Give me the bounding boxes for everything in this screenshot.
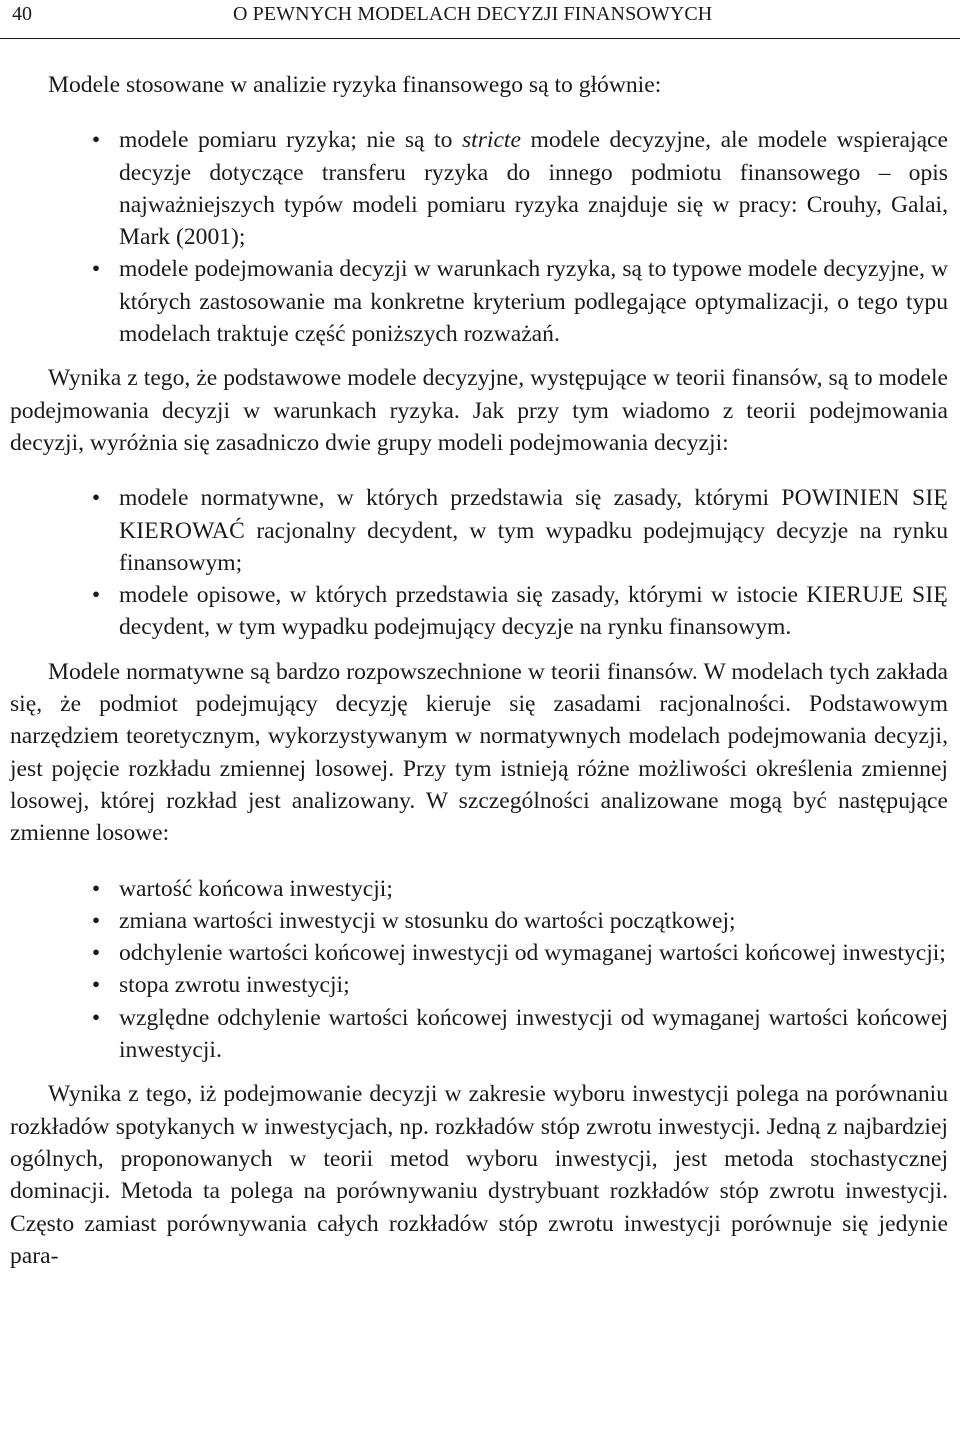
page-number: 40 — [12, 3, 32, 25]
list-item — [10, 1002, 948, 1067]
list-item — [10, 873, 948, 905]
list-item — [10, 905, 948, 937]
list-item-text: odchylenie wartości końcowej inwestycji od wymaganej wartości końcowej inwestycji; — [119, 940, 946, 967]
list-item-text: zmiana wartości inwestycji w stosunku do wartości początkowej; — [119, 907, 736, 934]
list-item-caps: KIERUJE SIĘ — [806, 582, 948, 609]
model-types-list — [10, 482, 948, 643]
bullet-icon: • — [91, 875, 101, 902]
body-paragraph: Wynika z tego, iż podejmowanie decyzji w zakresie wyboru inwestycji polega na porównaniu rozkładów spotykanych w inwestycjach, np. rozkładów stóp zwrotu inwestycji. Jedną z najbardziej ogólnych, proponowanych w teorii metod wyboru inwestycji, jest metoda stochastycznej dominacji. Metoda ta polega na porównywaniu dystrybuant rozkładów stóp zwrotu inwestycji. Często zamiast porównywania całych rozkładów stóp zwrotu inwestycji porównuje się jedynie para- — [10, 1081, 948, 1269]
bullet-icon: • — [91, 972, 101, 999]
list-item-text: racjonalny decydent, w tym wypadku podejmujący decyzje na rynku finansowym; — [119, 517, 948, 576]
list-item-text: modele opisowe, w których przedstawia się zasady, którymi w istocie — [119, 582, 807, 609]
random-variables-list — [10, 873, 948, 1067]
list-item-text: decydent, w tym wypadku podejmujący decyzje na rynku finansowym. — [119, 614, 792, 641]
list-item-text: modele podejmowania decyzji w warunkach ryzyka, są to typowe modele decyzyjne, w których zastosowanie ma konkretne kryterium podlegające optymalizacji, o tego typu modelach traktuje część poniższych rozważań. — [119, 256, 948, 348]
list-item-text: modele decyzyjne, ale modele wspierające decyzje dotyczące transferu ryzyka do innego podmiotu finansowego – opis najważniejszych typów modeli pomiaru ryzyka znajduje się w pracy: Crouhy, Galai, Mark (2001); — [119, 127, 948, 251]
list-item-text: względne odchylenie wartości końcowej inwestycji od wymaganej wartości końcowej inwestycji. — [119, 1004, 948, 1064]
body-paragraph: Modele normatywne są bardzo rozpowszechnione w teorii finansów. W modelach tych zakłada się, że podmiot podejmujący decyzję kieruje się zasadami racjonalności. Podstawowym narzędziem teoretycznym, wykorzystywanym w normatywnych modelach podejmowania decyzji, jest pojęcie rozkładu zmiennej losowej. Przy tym istnieją różne możliwości określenia zmiennej losowej, której rozkład jest analizowany. W szczególności analizowane mogą być następujące zmienne losowe: — [10, 658, 948, 847]
list-item-text: modele pomiaru ryzyka; nie są to — [119, 127, 462, 154]
list-item — [10, 253, 948, 350]
bullet-icon: • — [91, 256, 101, 283]
risk-models-list — [10, 124, 948, 350]
bullet-icon: • — [91, 907, 101, 934]
header-rule — [0, 38, 960, 39]
bullet-icon: • — [91, 940, 101, 967]
bullet-icon: • — [91, 1004, 101, 1031]
bullet-icon: • — [91, 485, 101, 512]
list-item — [10, 937, 948, 969]
bullet-icon: • — [91, 582, 101, 609]
list-item — [10, 579, 948, 644]
list-item — [10, 969, 948, 1001]
bullet-icon: • — [91, 127, 101, 154]
list-item-emphasis: stricte — [461, 127, 521, 154]
list-item-caps: POWINIEN SIĘ KIEROWAĆ — [119, 485, 948, 544]
list-item — [10, 124, 948, 253]
list-item — [10, 482, 948, 579]
running-title: O PEWNYCH MODELACH DECYZJI FINANSOWYCH — [233, 3, 713, 25]
list-item-text: wartość końcowa inwestycji; — [119, 875, 393, 902]
body-paragraph: Wynika z tego, że podstawowe modele decyzyjne, występujące w teorii finansów, są to modele podejmowania decyzji w warunkach ryzyka. Jak przy tym wiadomo z teorii podejmowania decyzji, wyróżnia się zasadniczo dwie grupy modeli podejmowania decyzji: — [10, 365, 948, 456]
page-body — [10, 69, 948, 1272]
list-item-text: stopa zwrotu inwestycji; — [119, 972, 350, 999]
intro-paragraph: Modele stosowane w analizie ryzyka finansowego są to głównie: — [48, 72, 662, 98]
page-header — [0, 0, 960, 40]
list-item-text: modele normatywne, w których przedstawia się zasady, którymi — [119, 485, 782, 512]
